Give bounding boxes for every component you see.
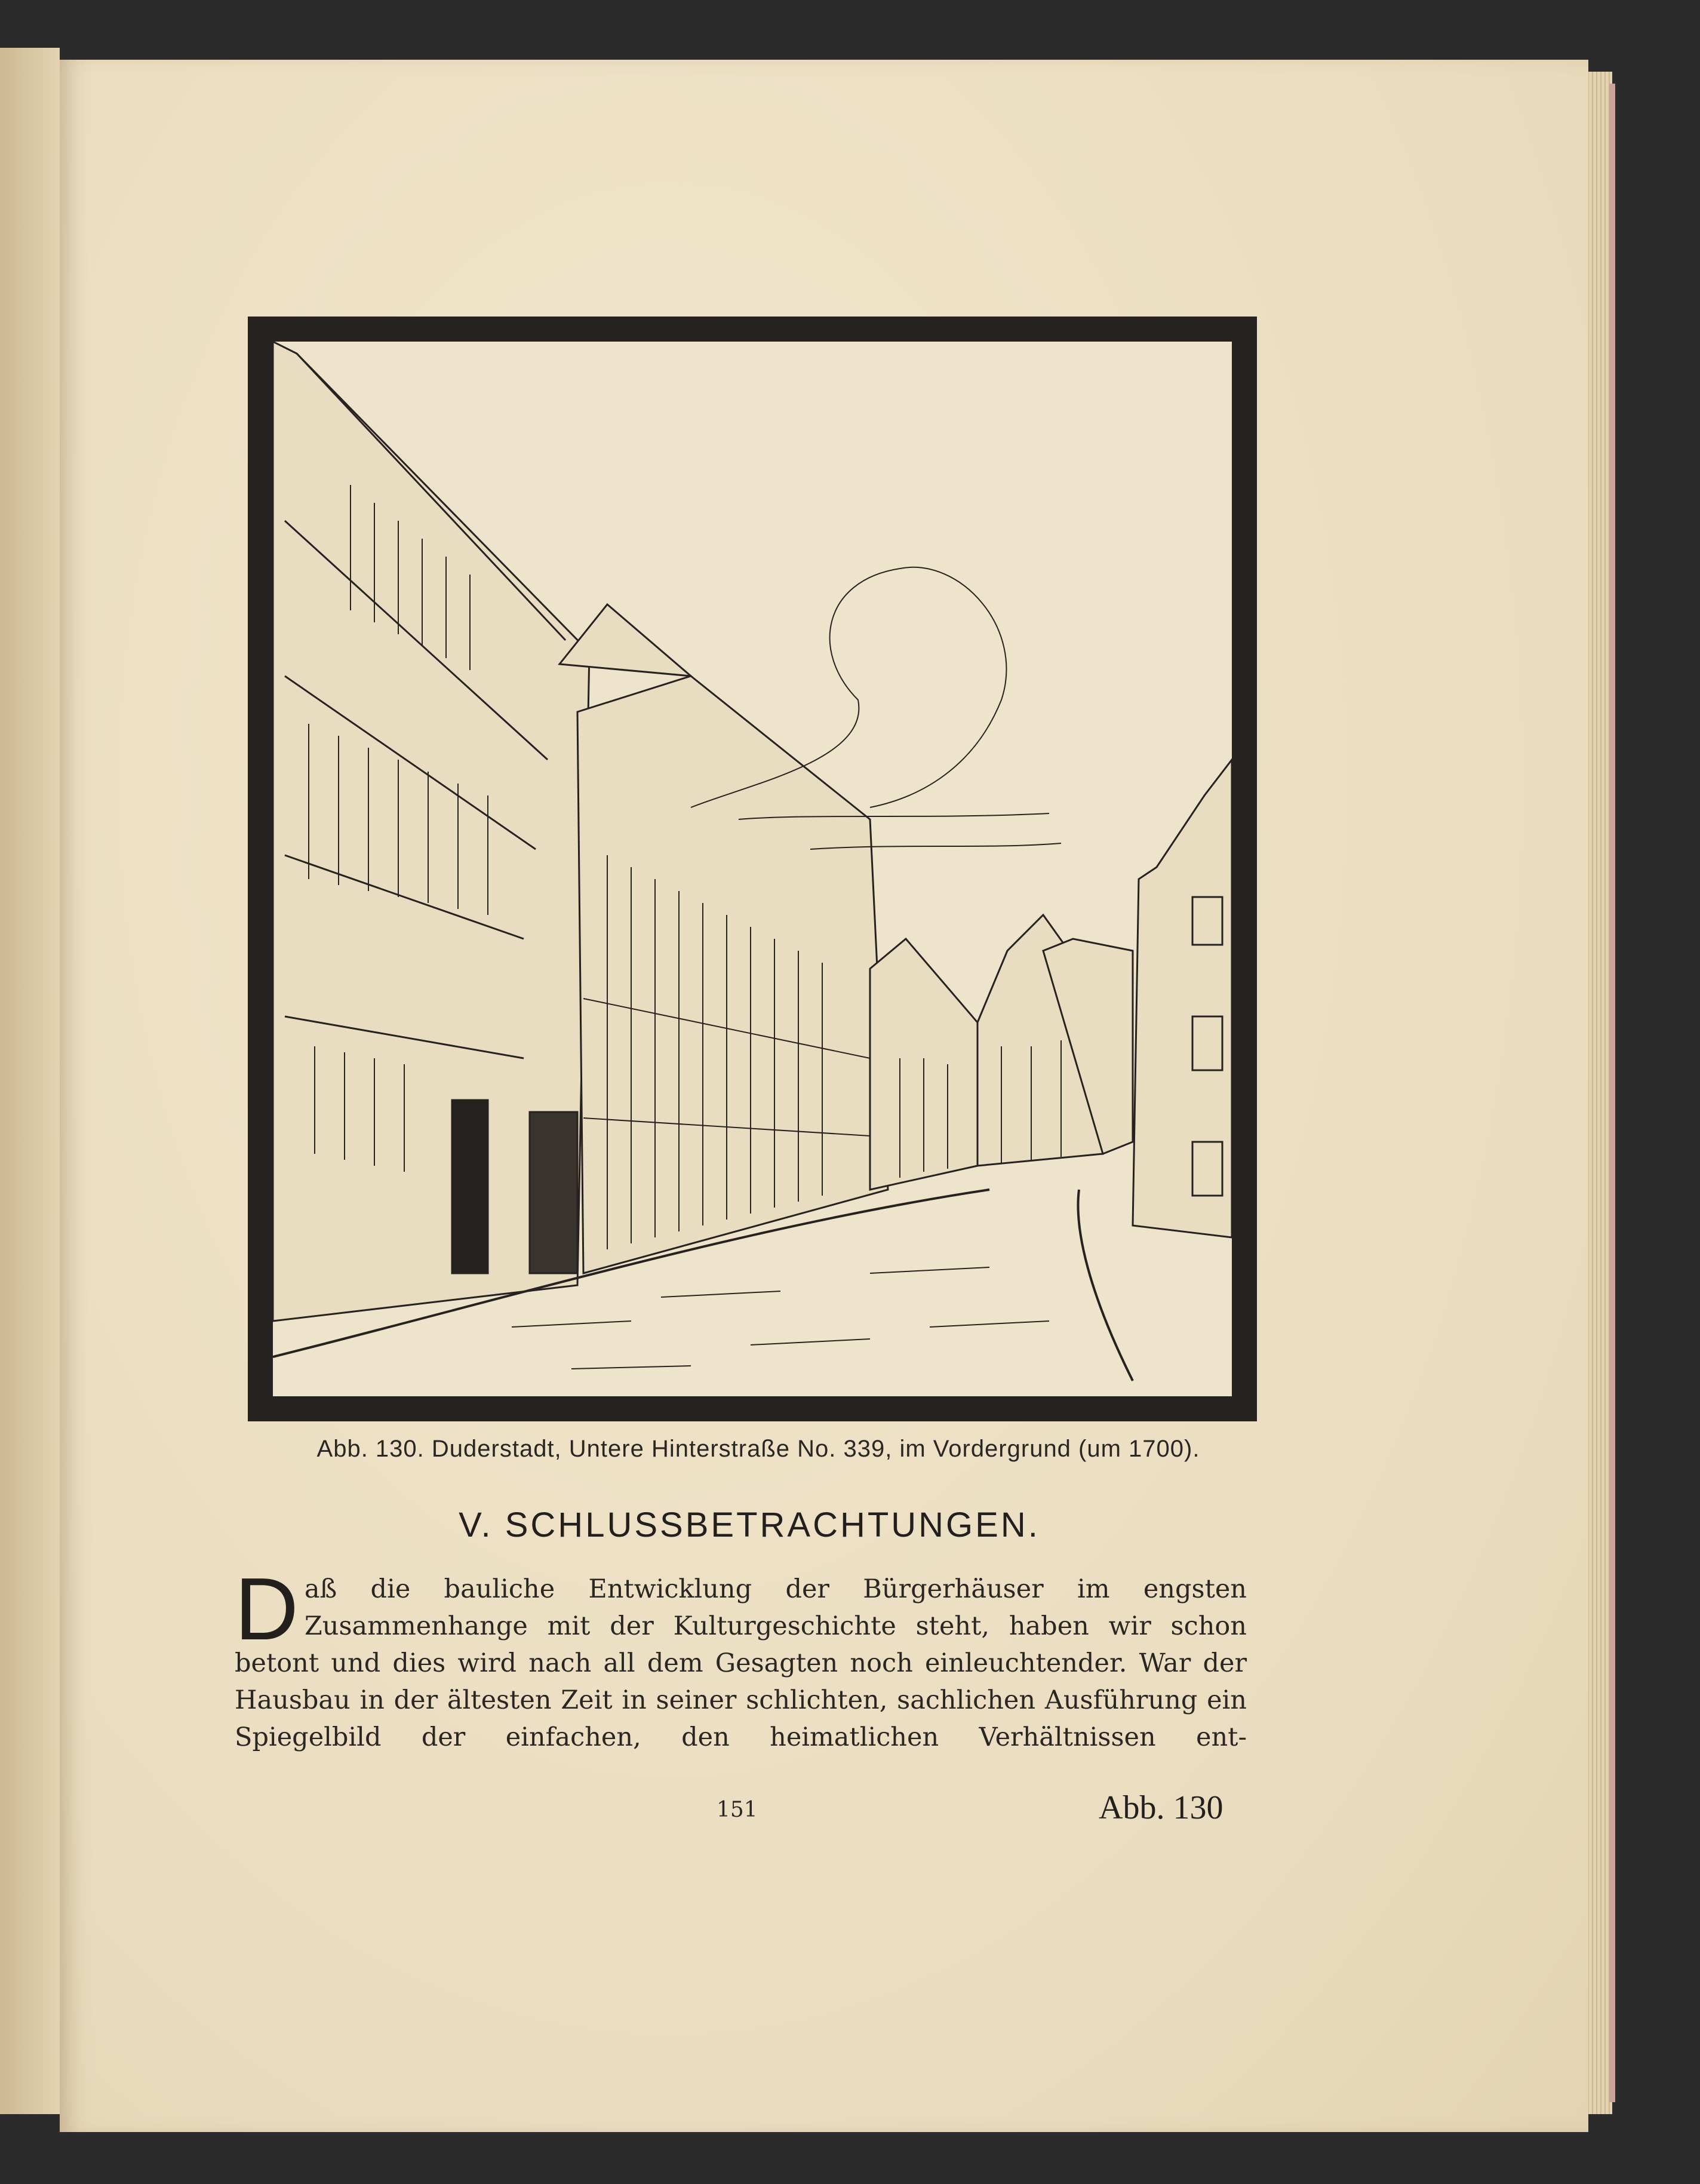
page-number: 151 xyxy=(717,1798,758,1822)
body-paragraph xyxy=(235,1560,1247,1774)
street-illustration xyxy=(273,342,1232,1396)
paragraph-text: aß die bauliche Entwicklung der Bürgerhäuser im engsten Zusammenhange mit der Kulturgeschichte steht, haben wir schon betont und dies wird nach all dem Gesagten noch einleuchtender. War der Hausbau in der ältesten Zeit in seiner schlichten, sachlichen Ausführung ein Spiegelbild der einfachen, den heimatlichen Verhältnissen ent- xyxy=(235,1574,1247,1752)
house-middle-row xyxy=(577,676,888,1273)
left-page-edge xyxy=(0,48,60,2114)
page-stack-edge-tint xyxy=(1609,84,1615,2102)
drop-cap: D xyxy=(235,1560,299,1658)
figure-reference: Abb. 130 xyxy=(1099,1789,1223,1826)
section-heading: V. SCHLUSSBETRACHTUNGEN. xyxy=(459,1506,1040,1544)
figure-plate xyxy=(248,317,1257,1421)
house-right xyxy=(1133,760,1232,1237)
figure-caption: Abb. 130. Duderstadt, Untere Hinterstraße No. 339, im Vordergrund (um 1700). xyxy=(316,1436,1200,1462)
